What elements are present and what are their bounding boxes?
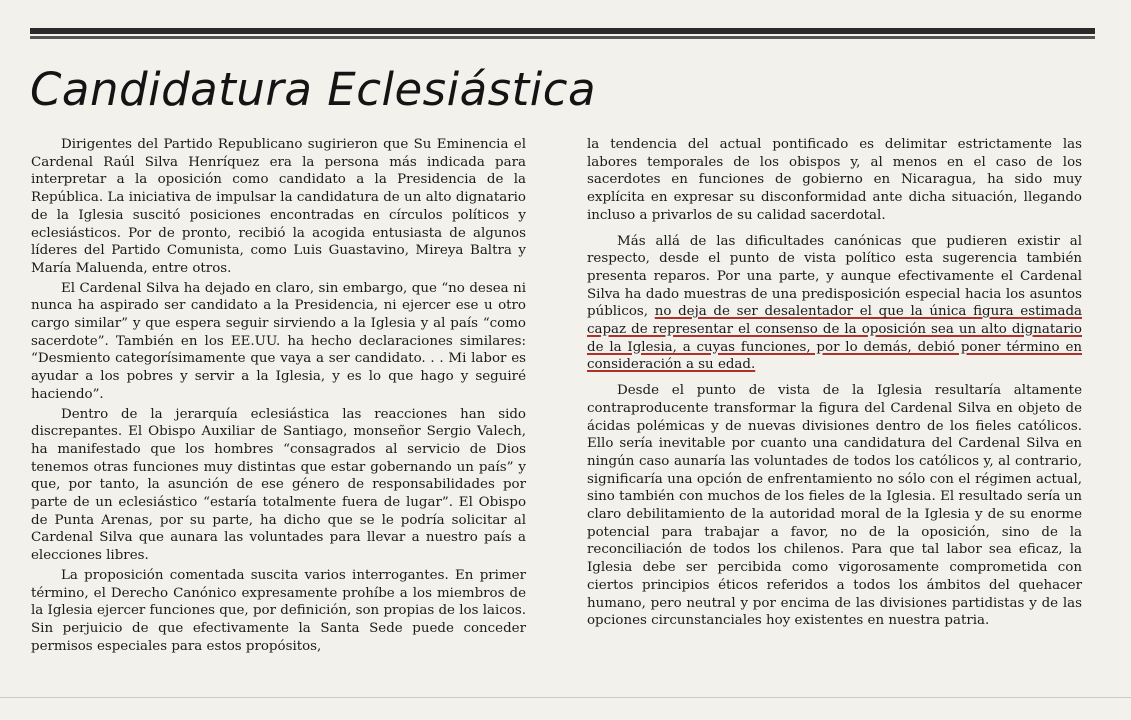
underlined-passage: no deja de ser desalentador el que la única figura estimada capaz de representar el consenso de la oposición sea un alto dignatario de la Iglesia, a cuyas funciones, por lo demás, debió poner término en consideración a su edad. <box>587 304 1082 373</box>
paragraph: La proposición comentada suscita varios interrogantes. En primer término, el Derecho Canónico expresamente prohíbe a los miembros de la Iglesia ejercer funciones que, por definición, son propias de los laicos. Sin perjuicio de que efectivamente la Santa Sede puede conceder permisos especiales para estos propósitos, <box>31 567 526 654</box>
paragraph: Dentro de la jerarquía eclesiástica las reacciones han sido discrepantes. El Obispo Auxiliar de Santiago, monseñor Sergio Valech, ha manifestado que los hombres “consagrados al servicio de Dios tenemos otras funciones muy distintas que estar gobernando un país” y que, por tanto, la asunción de ese género de responsabilidades por parte de un eclesiástico “estaría totalmente fuera de lugar”. El Obispo de Punta Arenas, por su parte, ha dicho que se le podría solicitar al Cardenal Silva que aunara las voluntades para llevar a nuestro país a elecciones libres. <box>31 406 526 564</box>
paragraph-with-underline <box>587 233 1082 375</box>
right-column <box>587 136 1082 638</box>
article-title: Candidatura Eclesiástica <box>30 63 597 116</box>
left-column <box>31 136 526 657</box>
paragraph: Dirigentes del Partido Republicano sugirieron que Su Eminencia el Cardenal Raúl Silva Henríquez era la persona más indicada para interpretar a la oposición como candidato a la Presidencia de la República. La iniciativa de impulsar la candidatura de un alto dignatario de la Iglesia suscitó posiciones encontradas en círculos políticos y eclesiásticos. Por de pronto, recibió la acogida entusiasta de algunos líderes del Partido Comunista, como Luis Guastavino, Mireya Baltra y María Maluenda, entre otros. <box>31 137 526 276</box>
paragraph: El Cardenal Silva ha dejado en claro, sin embargo, que “no desea ni nunca ha aspirado ser candidato a la Presidencia, ni ejercer ese u otro cargo similar” y que espera seguir sirviendo a la Iglesia y al país “como sacerdote”. También en los EE.UU. ha hecho declaraciones similares: “Desmiento categorísimamente que vaya a ser candidato. . . Mi labor es ayudar a los pobres y servir a la Iglesia, y es lo que hago y seguiré haciendo”. <box>31 280 526 402</box>
bottom-edge <box>0 697 1131 698</box>
top-rule <box>30 28 1095 36</box>
paragraph: la tendencia del actual pontificado es delimitar estrictamente las labores temporales de los obispos y, al menos en el caso de los sacerdotes en funciones de gobierno en Nicaragua, ha sido muy explícita en expresar su disconformidad ante dicha situación, llegando incluso a privarlos de su calidad sacerdotal. <box>587 137 1082 223</box>
paragraph-text: Más allá de las dificultades canónicas que pudieren existir al respecto, desde el punto de vista político esta sugerencia también presenta reparos. Por una parte, y aunque efectivamente el Cardenal Silva ha dado muestras de una predisposición especial hacia los asuntos públicos, <box>587 233 1082 320</box>
paragraph: Desde el punto de vista de la Iglesia resultaría altamente contraproducente transformar la figura del Cardenal Silva en objeto de ácidas polémicas y de nuevas divisiones dentro de los fieles católicos. Ello sería inevitable por cuanto una candidatura del Cardenal Silva en ningún caso aunaría las voluntades de todos los católicos y, al contrario, significaría una opción de enfrentamiento no sólo con el régimen actual, sino también con muchos de los fieles de la Iglesia. El resultado sería un claro debilitamiento de la autoridad moral de la Iglesia y de su enorme potencial para trabajar a favor, no de la oposición, sino de la reconciliación de todos los chilenos. Para que tal labor sea eficaz, la Iglesia debe ser percibida como vigorosamente comprometida con ciertos principios éticos referidos a todos los ámbitos del quehacer humano, pero neutral y por encima de las divisiones partidistas y de las opciones circunstanciales hoy existentes en nuestra patria. <box>587 383 1082 629</box>
